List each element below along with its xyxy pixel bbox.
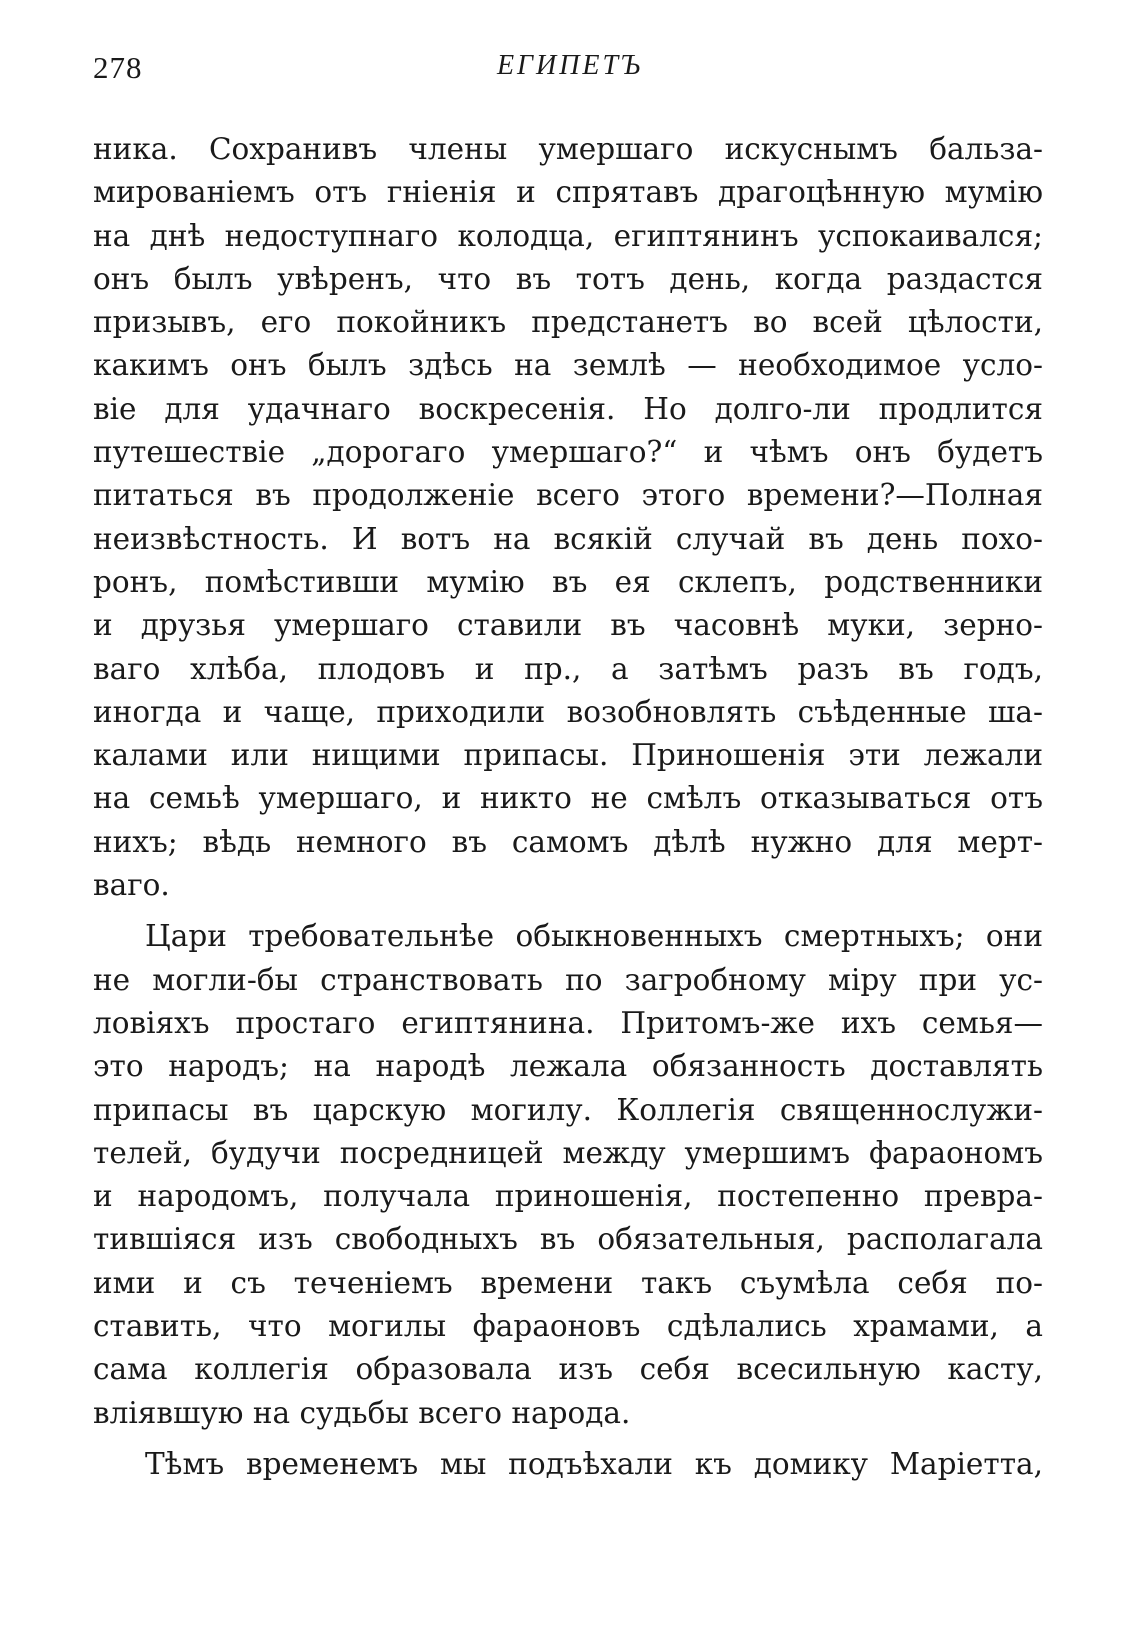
paragraph-3 [93,1443,1043,1486]
paragraph-gap [93,1435,1043,1443]
paragraph-gap [93,907,1043,915]
text-line: на семьѣ умершаго, и никто не смѣлъ отказываться отъ [93,781,1043,816]
text-line: не могли-бы странствовать по загробному міру при ус- [93,962,1043,997]
paragraph-1 [93,128,1043,907]
text-line: Тѣмъ временемъ мы подъѣхали къ домику Маріетта, [145,1446,1043,1481]
text-line: и народомъ, получала приношенія, постепенно превра- [93,1179,1043,1214]
text-line: віе для удачнаго воскресенія. Но долго-ли продлится [93,391,1043,426]
text-line: ловіяхъ простаго египтянина. Притомъ-же ихъ семья— [93,1005,1043,1040]
text-line: Цари требовательнѣе обыкновенныхъ смертныхъ; они [145,919,1043,954]
text-line: ставить, что могилы фараоновъ сдѣлались храмами, а [93,1309,1043,1344]
text-line: ваго. [93,868,170,903]
text-line: неизвѣстность. И вотъ на всякій случай въ день похо- [93,521,1043,556]
text-line: онъ былъ увѣренъ, что въ тотъ день, когда раздастся [93,261,1043,296]
text-line: и друзья умершаго ставили въ часовнѣ муки, зерно- [93,608,1043,643]
body-text [93,128,1043,1486]
text-line: призывъ, его покойникъ предстанетъ во всей цѣлости, [93,305,1043,340]
running-title: ЕГИПЕТЪ [496,50,644,81]
text-line: какимъ онъ былъ здѣсь на землѣ — необходимое усло- [93,348,1043,383]
text-line: вліявшую на судьбы всего народа. [93,1395,631,1430]
page-number: 278 [93,50,143,85]
text-line: сама коллегія образовала изъ себя всесильную касту, [93,1352,1043,1387]
text-line: ронъ, помѣстивши мумію въ ея склепъ, родственники [93,564,1043,599]
text-line: путешествіе „дорогаго умершаго?“ и чѣмъ онъ будетъ [93,435,1043,470]
text-line: ими и съ теченіемъ времени такъ съумѣла себя по- [93,1265,1043,1300]
paragraph-2 [93,915,1043,1435]
text-line: телей, будучи посредницей между умершимъ фараономъ [93,1135,1043,1170]
text-line: мированіемъ отъ гніенія и спрятавъ драгоцѣнную мумію [93,175,1043,210]
text-line: иногда и чаще, приходили возобновлять съѣденные ша- [93,694,1043,729]
text-line: питаться въ продолженіе всего этого времени?—Полная [93,478,1043,513]
text-line: калами или нищими припасы. Приношенія эти лежали [93,738,1043,773]
text-line: ника. Сохранивъ члены умершаго искуснымъ бальза- [93,132,1043,166]
text-line: припасы въ царскую могилу. Коллегія священнослужи- [93,1092,1043,1127]
text-line: нихъ; вѣдь немного въ самомъ дѣлѣ нужно для мерт- [93,824,1043,859]
text-line: это народъ; на народѣ лежала обязанность доставлять [93,1049,1043,1084]
text-line: ваго хлѣба, плодовъ и пр., а затѣмъ разъ въ годъ, [93,651,1043,686]
text-line: тившіяся изъ свободныхъ въ обязательныя, располагала [93,1222,1043,1257]
text-line: на днѣ недоступнаго колодца, египтянинъ успокаивался; [93,218,1043,253]
